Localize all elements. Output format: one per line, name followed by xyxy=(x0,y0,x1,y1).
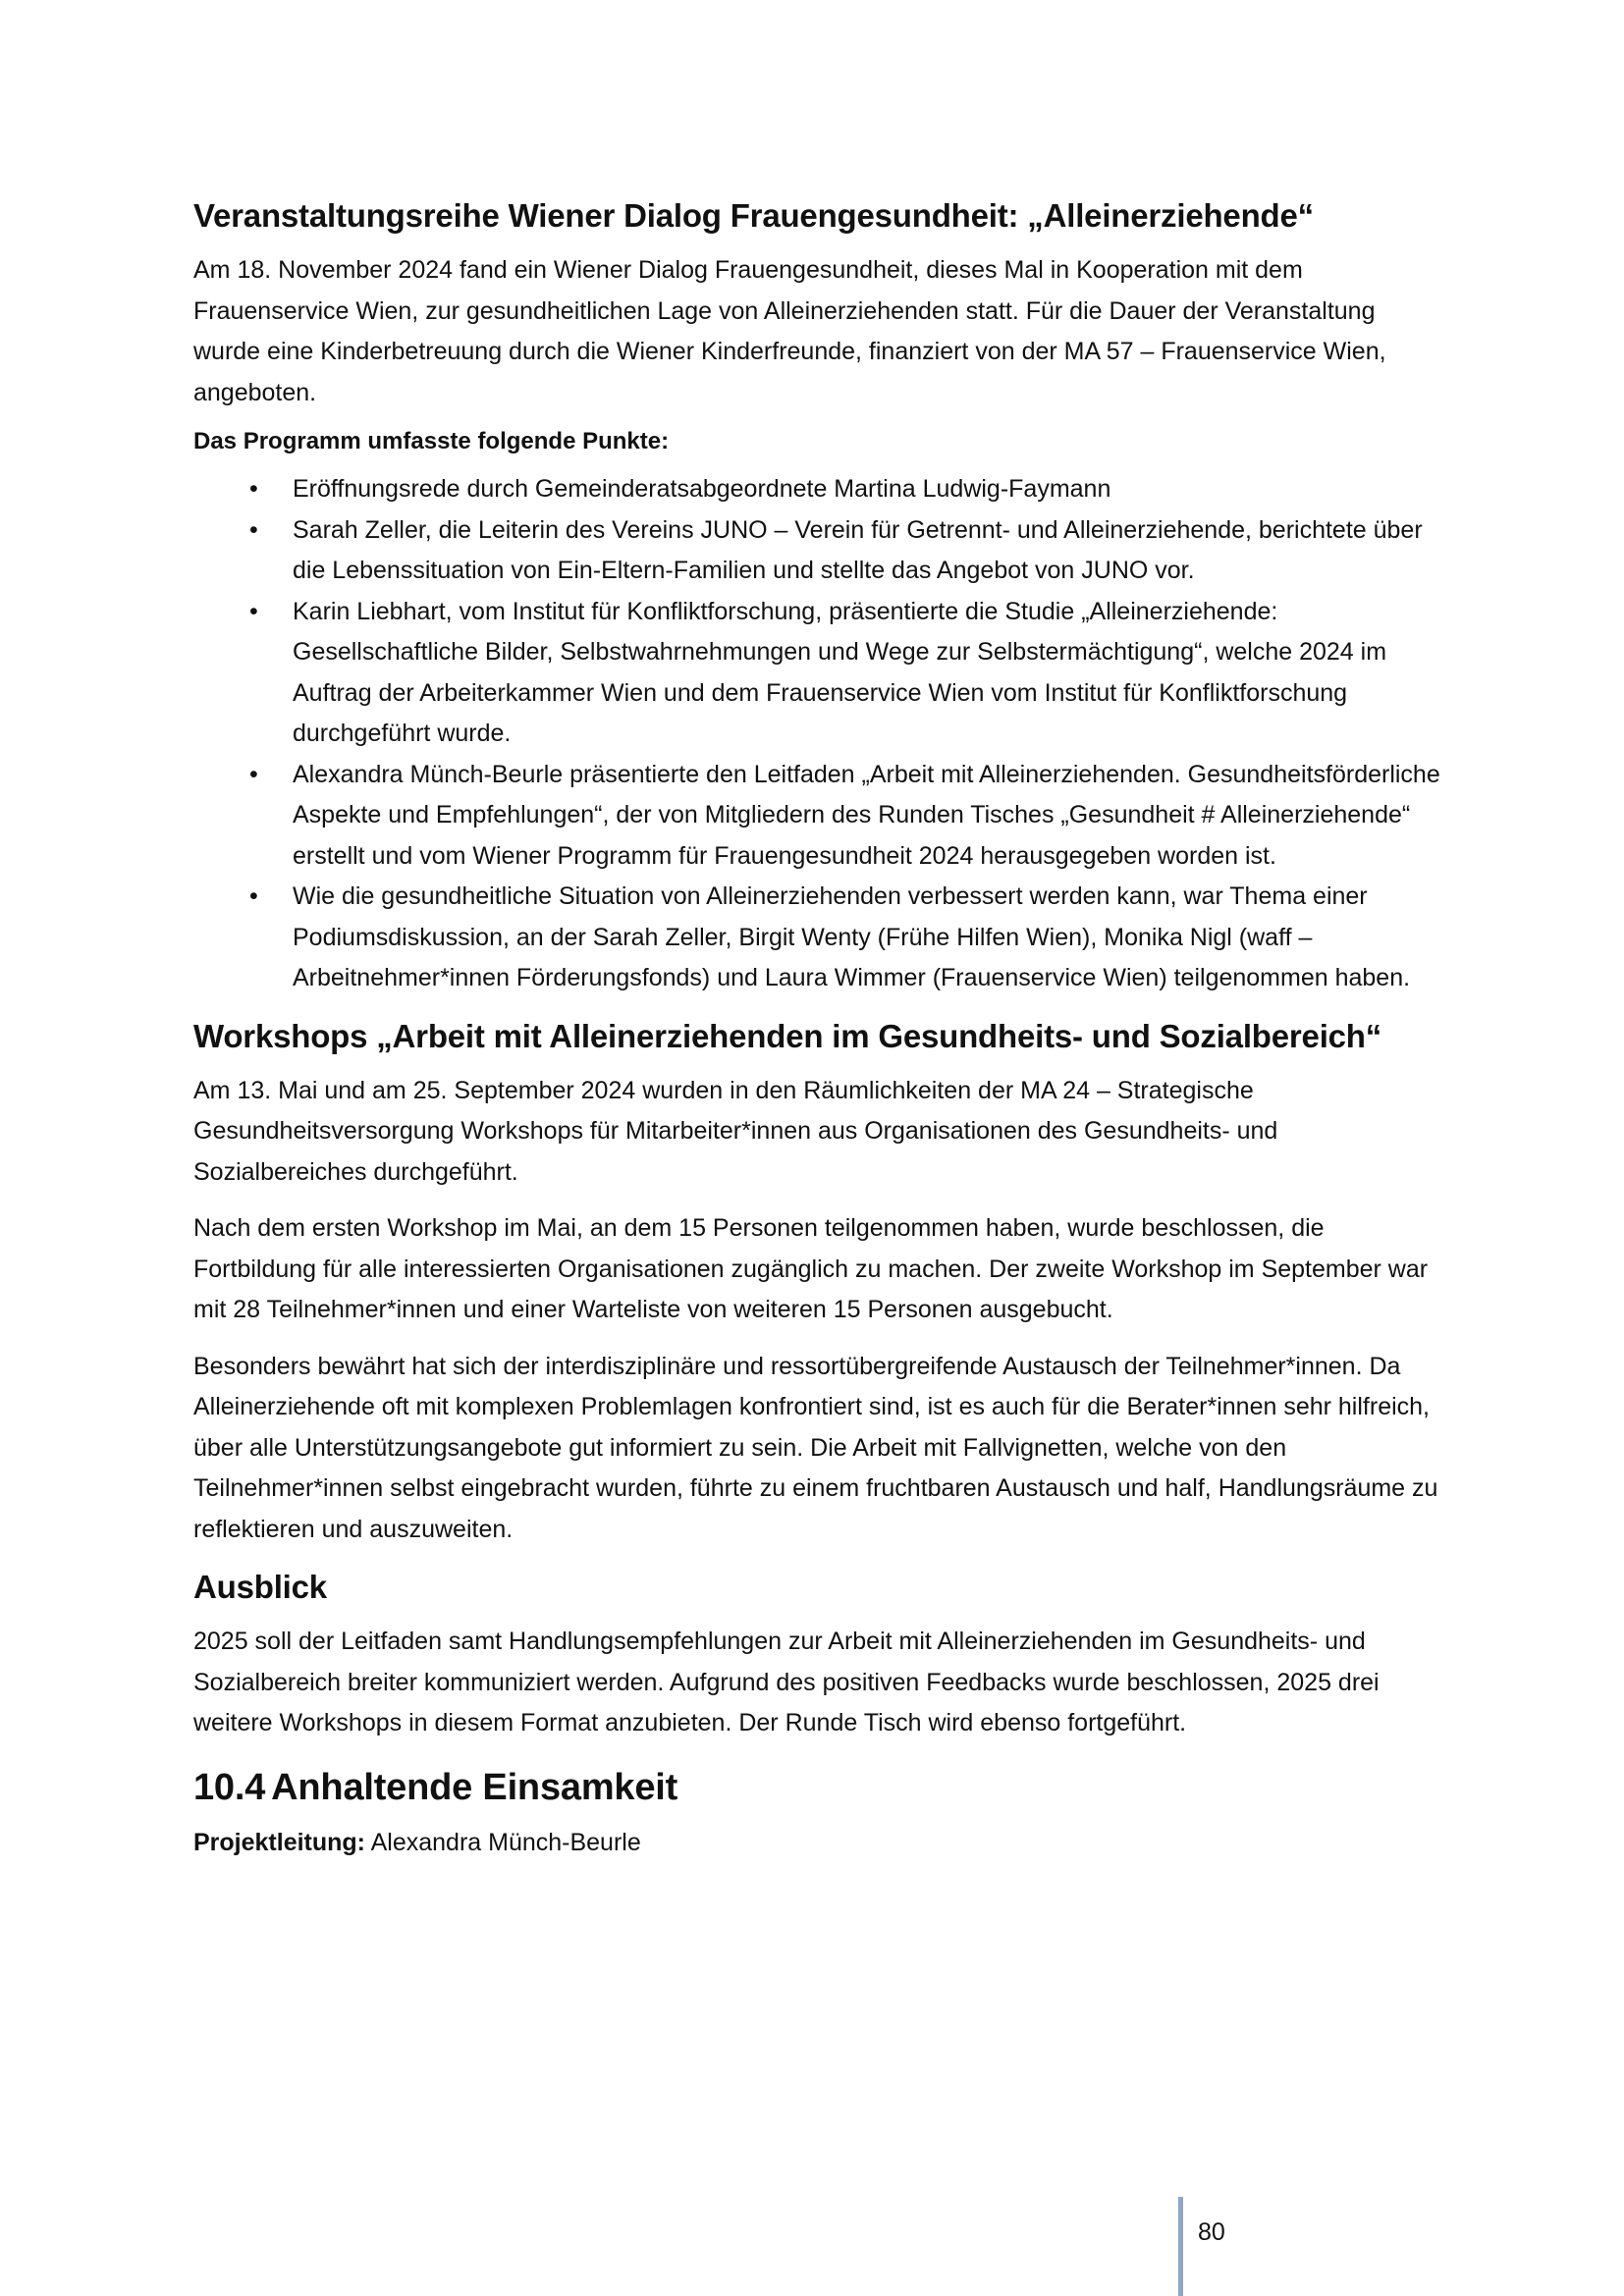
program-list xyxy=(193,469,1445,999)
workshops-paragraph-3: Besonders bewährt hat sich der interdisziplinäre und ressortübergreifende Austausch der Teilnehmer*innen. Da Alleinerziehende oft mit komplexen Problemlagen konfrontiert sind, ist es auch für die Berater*innen sehr hilfreich, über alle Unterstützungsangebote gut informiert zu sein. Die Arbeit mit Fallvignetten, welche von den Teilnehmer*innen selbst eingebracht wurden, führte zu einem fruchtbaren Austausch und half, Handlungsräume zu reflektieren und auszuweiten. xyxy=(193,1352,1438,1543)
list-item xyxy=(193,510,1445,592)
workshops-paragraph-2: Nach dem ersten Workshop im Mai, an dem 15 Personen teilgenommen haben, wurde beschlossen, die Fortbildung für alle interessierten Organisationen zugänglich zu machen. Der zweite Workshop im September war mit 28 Teilnehmer*innen und einer Warteliste von weiteren 15 Personen ausgebucht. xyxy=(193,1214,1429,1323)
list-item-text: Karin Liebhart, vom Institut für Konfliktforschung, präsentierte die Studie „Alleinerziehende: Gesellschaftliche Bilder, Selbstwahrnehmungen und Wege zur Selbstermächtigung“, welche 2024 im Auftrag der Arbeiterkammer Wien und dem Frauenservice Wien vom Institut für Konfliktforschung durchgeführt wurde. xyxy=(293,597,1387,747)
project-lead xyxy=(193,1823,1445,1864)
chapter-title: Anhaltende Einsamkeit xyxy=(271,1766,678,1808)
page-content xyxy=(193,192,1445,1863)
section-heading-dialog: Veranstaltungsreihe Wiener Dialog Frauengesundheit: „Alleinerziehende“ xyxy=(193,197,1314,234)
list-item xyxy=(193,755,1445,878)
chapter-number: 10.4 xyxy=(193,1766,266,1808)
chapter-heading xyxy=(193,1762,1445,1813)
dialog-intro-paragraph: Am 18. November 2024 fand ein Wiener Dialog Frauengesundheit, dieses Mal in Kooperation mit dem Frauenservice Wien, zur gesundheitlichen Lage von Alleinerziehenden statt. Für die Dauer der Veranstaltung wurde eine Kinderbetreuung durch die Wiener Kinderfreunde, finanziert von der MA 57 – Frauenservice Wien, angeboten. xyxy=(193,256,1386,406)
project-lead-label: Projektleitung: xyxy=(193,1828,366,1856)
section-heading-workshops: Workshops „Arbeit mit Alleinerziehenden im Gesundheits- und Sozialbereich“ xyxy=(193,1017,1382,1054)
list-item-text: Eröffnungsrede durch Gemeinderatsabgeordnete Martina Ludwig-Faymann xyxy=(293,475,1111,503)
workshops-paragraph-1: Am 13. Mai und am 25. September 2024 wurden in den Räumlichkeiten der MA 24 – Strategische Gesundheitsversorgung Workshops für Mitarbeiter*innen aus Organisationen des Gesundheits- und Sozialbereiches durchgeführt. xyxy=(193,1076,1278,1186)
bullet-icon: • xyxy=(249,882,258,910)
footer-rule xyxy=(1178,2197,1183,2296)
list-item-text: Sarah Zeller, die Leiterin des Vereins JUNO – Verein für Getrennt- und Alleinerziehende, berichtete über die Lebenssituation von Ein-Eltern-Familien und stellte das Angebot von JUNO vor. xyxy=(293,515,1423,584)
bullet-icon: • xyxy=(249,760,258,788)
list-item xyxy=(193,469,1445,510)
list-item-text: Alexandra Münch-Beurle präsentierte den Leitfaden „Arbeit mit Alleinerziehenden. Gesundheitsförderliche Aspekte und Empfehlungen“, der von Mitgliedern des Runden Tisches „Gesundheit # Alleinerziehende“ erstellt und vom Wiener Programm für Frauengesundheit 2024 herausgegeben worden ist. xyxy=(293,760,1440,870)
bullet-icon: • xyxy=(249,597,258,625)
list-item-text: Wie die gesundheitliche Situation von Alleinerziehenden verbessert werden kann, war Thema einer Podiumsdiskussion, an der Sarah Zeller, Birgit Wenty (Frühe Hilfen Wien), Monika Nigl (waff – Arbeitnehmer*innen Förderungsfonds) und Laura Wimmer (Frauenservice Wien) teilgenommen haben. xyxy=(293,882,1411,991)
project-lead-value: Alexandra Münch-Beurle xyxy=(370,1828,641,1856)
page-number: 80 xyxy=(1198,2218,1225,2246)
list-item xyxy=(193,592,1445,755)
bullet-icon: • xyxy=(249,475,258,503)
outlook-paragraph: 2025 soll der Leitfaden samt Handlungsempfehlungen zur Arbeit mit Alleinerziehenden im Gesundheits- und Sozialbereich breiter kommuniziert werden. Aufgrund des positiven Feedbacks wurde beschlossen, 2025 drei weitere Workshops in diesem Format anzubieten. Der Runde Tisch wird ebenso fortgeführt. xyxy=(193,1628,1380,1736)
list-item xyxy=(193,877,1445,999)
section-heading-outlook: Ausblick xyxy=(193,1569,327,1605)
program-label: Das Programm umfasste folgende Punkte: xyxy=(193,428,670,454)
bullet-icon: • xyxy=(249,515,258,544)
